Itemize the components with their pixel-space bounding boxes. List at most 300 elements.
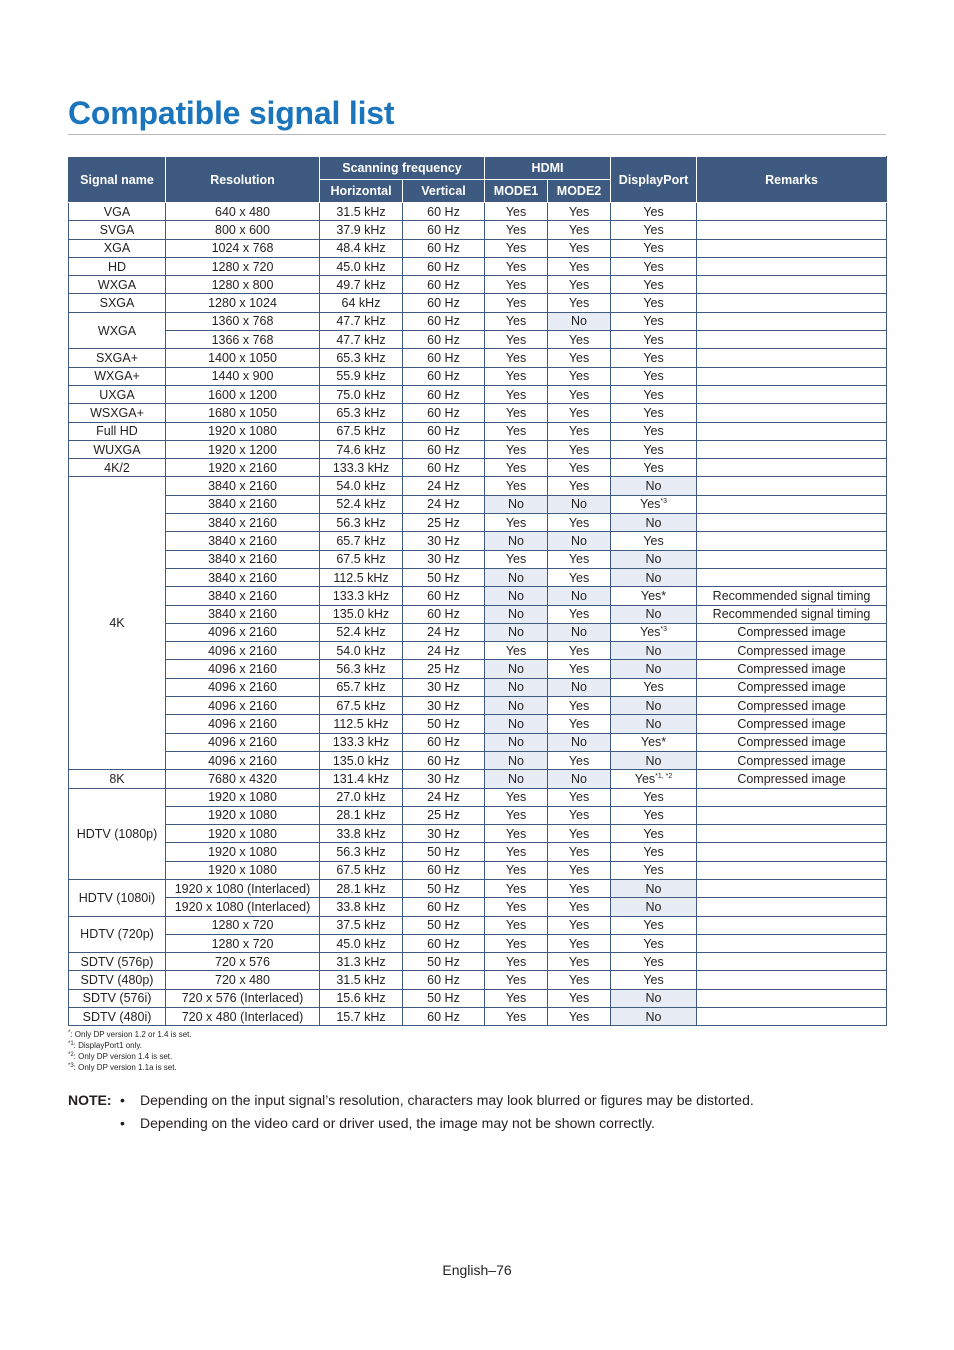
displayport-cell: Yes — [611, 276, 697, 294]
remarks-cell — [697, 477, 887, 495]
resolution-cell: 3840 x 2160 — [166, 550, 320, 568]
table-row — [69, 989, 887, 1007]
horizontal-freq-cell: 33.8 kHz — [320, 825, 403, 843]
signal-name-cell: WUXGA — [69, 440, 166, 458]
vertical-freq-cell: 30 Hz — [403, 825, 485, 843]
displayport-cell: Yes — [611, 953, 697, 971]
displayport-cell: Yes — [611, 257, 697, 275]
resolution-cell: 1280 x 800 — [166, 276, 320, 294]
table-row — [69, 770, 887, 788]
vertical-freq-cell: 60 Hz — [403, 971, 485, 989]
remarks-cell — [697, 825, 887, 843]
vertical-freq-cell: 60 Hz — [403, 331, 485, 349]
signal-name-cell: HDTV (1080p) — [69, 788, 166, 879]
horizontal-freq-cell: 28.1 kHz — [320, 806, 403, 824]
displayport-cell: No — [611, 514, 697, 532]
table-row — [69, 276, 887, 294]
hdmi-mode2-cell: Yes — [548, 898, 611, 916]
table-row — [69, 532, 887, 550]
hdmi-mode1-cell: Yes — [485, 422, 548, 440]
table-row — [69, 843, 887, 861]
vertical-freq-cell: 50 Hz — [403, 843, 485, 861]
horizontal-freq-cell: 54.0 kHz — [320, 642, 403, 660]
signal-name-cell: WXGA — [69, 312, 166, 349]
vertical-freq-cell: 24 Hz — [403, 642, 485, 660]
hdmi-mode2-cell: Yes — [548, 568, 611, 586]
page-number: English–76 — [442, 1262, 512, 1278]
footnote-ref: *3 — [660, 498, 668, 506]
vertical-freq-cell: 60 Hz — [403, 404, 485, 422]
displayport-cell: No — [611, 605, 697, 623]
hdmi-mode1-cell: Yes — [485, 989, 548, 1007]
vertical-freq-cell: 24 Hz — [403, 623, 485, 641]
table-row — [69, 715, 887, 733]
vertical-freq-cell: 60 Hz — [403, 459, 485, 477]
horizontal-freq-cell: 45.0 kHz — [320, 934, 403, 952]
hdmi-mode2-cell: Yes — [548, 953, 611, 971]
horizontal-freq-cell: 65.3 kHz — [320, 404, 403, 422]
displayport-cell: No — [611, 568, 697, 586]
displayport-cell: No — [611, 1008, 697, 1026]
horizontal-freq-cell: 37.9 kHz — [320, 221, 403, 239]
resolution-cell: 4096 x 2160 — [166, 733, 320, 751]
hdmi-mode1-cell: No — [485, 623, 548, 641]
displayport-cell: Yes — [611, 385, 697, 403]
remarks-cell — [697, 788, 887, 806]
vertical-freq-cell: 30 Hz — [403, 678, 485, 696]
horizontal-freq-cell: 54.0 kHz — [320, 477, 403, 495]
displayport-cell: No — [611, 642, 697, 660]
hdmi-mode2-cell: Yes — [548, 934, 611, 952]
displayport-cell — [611, 770, 697, 788]
hdmi-mode1-cell: No — [485, 605, 548, 623]
vertical-freq-cell: 24 Hz — [403, 495, 485, 513]
remarks-cell — [697, 422, 887, 440]
hdmi-mode1-cell: Yes — [485, 843, 548, 861]
header-resolution: Resolution — [166, 157, 320, 203]
header-scanning-frequency: Scanning frequency — [320, 157, 485, 180]
resolution-cell: 1680 x 1050 — [166, 404, 320, 422]
footnote-text: : Only DP version 1.2 or 1.4 is set. — [70, 1030, 192, 1039]
horizontal-freq-cell: 27.0 kHz — [320, 788, 403, 806]
horizontal-freq-cell: 45.0 kHz — [320, 257, 403, 275]
header-signal-name: Signal name — [69, 157, 166, 203]
hdmi-mode1-cell: Yes — [485, 312, 548, 330]
table-row — [69, 459, 887, 477]
horizontal-freq-cell: 15.6 kHz — [320, 989, 403, 1007]
hdmi-mode1-cell: Yes — [485, 788, 548, 806]
remarks-cell — [697, 495, 887, 513]
hdmi-mode1-cell: No — [485, 751, 548, 769]
hdmi-mode1-cell: Yes — [485, 825, 548, 843]
hdmi-mode2-cell: Yes — [548, 221, 611, 239]
hdmi-mode1-cell: Yes — [485, 294, 548, 312]
hdmi-mode1-cell: No — [485, 587, 548, 605]
horizontal-freq-cell: 31.3 kHz — [320, 953, 403, 971]
horizontal-freq-cell: 15.7 kHz — [320, 1008, 403, 1026]
displayport-cell: Yes — [611, 312, 697, 330]
vertical-freq-cell: 60 Hz — [403, 1008, 485, 1026]
remarks-cell — [697, 806, 887, 824]
vertical-freq-cell: 60 Hz — [403, 587, 485, 605]
signal-name-cell: 4K/2 — [69, 459, 166, 477]
hdmi-mode1-cell: Yes — [485, 806, 548, 824]
vertical-freq-cell: 30 Hz — [403, 697, 485, 715]
table-row — [69, 697, 887, 715]
remarks-cell: Compressed image — [697, 623, 887, 641]
remarks-cell — [697, 861, 887, 879]
hdmi-mode1-cell: Yes — [485, 916, 548, 934]
hdmi-mode2-cell: Yes — [548, 879, 611, 897]
remarks-cell — [697, 916, 887, 934]
hdmi-mode2-cell: Yes — [548, 459, 611, 477]
hdmi-mode1-cell: Yes — [485, 331, 548, 349]
displayport-cell: Yes — [611, 331, 697, 349]
resolution-cell: 1440 x 900 — [166, 367, 320, 385]
displayport-cell — [611, 623, 697, 641]
signal-name-cell: 8K — [69, 770, 166, 788]
hdmi-mode2-cell: Yes — [548, 605, 611, 623]
vertical-freq-cell: 60 Hz — [403, 221, 485, 239]
horizontal-freq-cell: 52.4 kHz — [320, 495, 403, 513]
vertical-freq-cell: 24 Hz — [403, 788, 485, 806]
hdmi-mode2-cell: Yes — [548, 751, 611, 769]
resolution-cell: 4096 x 2160 — [166, 660, 320, 678]
table-row — [69, 623, 887, 641]
hdmi-mode2-cell: Yes — [548, 257, 611, 275]
remarks-cell: Compressed image — [697, 715, 887, 733]
resolution-cell: 720 x 480 — [166, 971, 320, 989]
displayport-cell: No — [611, 477, 697, 495]
table-row — [69, 312, 887, 330]
remarks-cell — [697, 367, 887, 385]
displayport-cell: Yes — [611, 404, 697, 422]
hdmi-mode2-cell: Yes — [548, 276, 611, 294]
vertical-freq-cell: 60 Hz — [403, 440, 485, 458]
remarks-cell — [697, 239, 887, 257]
vertical-freq-cell: 50 Hz — [403, 916, 485, 934]
signal-name-cell: SXGA — [69, 294, 166, 312]
resolution-cell: 1400 x 1050 — [166, 349, 320, 367]
resolution-cell: 4096 x 2160 — [166, 623, 320, 641]
header-horizontal: Horizontal — [320, 180, 403, 203]
signal-name-cell: SDTV (576p) — [69, 953, 166, 971]
hdmi-mode1-cell: Yes — [485, 257, 548, 275]
displayport-cell: No — [611, 715, 697, 733]
resolution-cell: 4096 x 2160 — [166, 715, 320, 733]
hdmi-mode1-cell: Yes — [485, 203, 548, 221]
table-row — [69, 660, 887, 678]
signal-name-cell: HDTV (720p) — [69, 916, 166, 953]
signal-name-cell: UXGA — [69, 385, 166, 403]
resolution-cell: 800 x 600 — [166, 221, 320, 239]
horizontal-freq-cell: 67.5 kHz — [320, 422, 403, 440]
hdmi-mode1-cell: Yes — [485, 934, 548, 952]
note-bullet: • — [120, 1115, 125, 1131]
resolution-cell: 4096 x 2160 — [166, 678, 320, 696]
resolution-cell: 720 x 480 (Interlaced) — [166, 1008, 320, 1026]
resolution-cell: 3840 x 2160 — [166, 477, 320, 495]
hdmi-mode2-cell: Yes — [548, 239, 611, 257]
table-row — [69, 806, 887, 824]
remarks-cell: Compressed image — [697, 642, 887, 660]
compatible-signal-table — [68, 156, 887, 1026]
hdmi-mode1-cell: Yes — [485, 459, 548, 477]
hdmi-mode2-cell: Yes — [548, 843, 611, 861]
resolution-cell: 1280 x 720 — [166, 257, 320, 275]
header-vertical: Vertical — [403, 180, 485, 203]
resolution-cell: 3840 x 2160 — [166, 587, 320, 605]
hdmi-mode1-cell: Yes — [485, 971, 548, 989]
header-mode1: MODE1 — [485, 180, 548, 203]
horizontal-freq-cell: 133.3 kHz — [320, 459, 403, 477]
horizontal-freq-cell: 112.5 kHz — [320, 568, 403, 586]
horizontal-freq-cell: 31.5 kHz — [320, 203, 403, 221]
vertical-freq-cell: 50 Hz — [403, 715, 485, 733]
signal-name-cell: Full HD — [69, 422, 166, 440]
footnote — [68, 1040, 192, 1051]
hdmi-mode1-cell: Yes — [485, 1008, 548, 1026]
table-row — [69, 349, 887, 367]
remarks-cell: Compressed image — [697, 697, 887, 715]
horizontal-freq-cell: 65.7 kHz — [320, 678, 403, 696]
hdmi-mode1-cell: Yes — [485, 879, 548, 897]
note-item: Depending on the input signal’s resolution, characters may look blurred or figures may be distorted. — [140, 1092, 754, 1108]
horizontal-freq-cell: 31.5 kHz — [320, 971, 403, 989]
displayport-cell: Yes — [611, 825, 697, 843]
resolution-cell: 3840 x 2160 — [166, 495, 320, 513]
vertical-freq-cell: 25 Hz — [403, 806, 485, 824]
vertical-freq-cell: 60 Hz — [403, 733, 485, 751]
page-title: Compatible signal list — [68, 95, 395, 131]
displayport-value: Yes — [640, 497, 661, 512]
displayport-cell: Yes — [611, 532, 697, 550]
resolution-cell: 1920 x 1200 — [166, 440, 320, 458]
displayport-cell — [611, 495, 697, 513]
hdmi-mode2-cell: Yes — [548, 422, 611, 440]
horizontal-freq-cell: 55.9 kHz — [320, 367, 403, 385]
vertical-freq-cell: 30 Hz — [403, 532, 485, 550]
table-row — [69, 934, 887, 952]
table-row — [69, 440, 887, 458]
resolution-cell: 1920 x 1080 (Interlaced) — [166, 898, 320, 916]
hdmi-mode1-cell: No — [485, 733, 548, 751]
displayport-value: Yes — [640, 625, 661, 640]
horizontal-freq-cell: 131.4 kHz — [320, 770, 403, 788]
table-row — [69, 879, 887, 897]
remarks-cell — [697, 1008, 887, 1026]
vertical-freq-cell: 60 Hz — [403, 367, 485, 385]
hdmi-mode2-cell: No — [548, 532, 611, 550]
vertical-freq-cell: 60 Hz — [403, 257, 485, 275]
hdmi-mode2-cell: Yes — [548, 861, 611, 879]
vertical-freq-cell: 25 Hz — [403, 514, 485, 532]
signal-name-cell: SDTV (576i) — [69, 989, 166, 1007]
hdmi-mode2-cell: Yes — [548, 349, 611, 367]
table-row — [69, 733, 887, 751]
vertical-freq-cell: 50 Hz — [403, 953, 485, 971]
signal-name-cell: HD — [69, 257, 166, 275]
remarks-cell — [697, 971, 887, 989]
table-row — [69, 971, 887, 989]
table-row — [69, 385, 887, 403]
resolution-cell: 1920 x 1080 — [166, 843, 320, 861]
remarks-cell — [697, 276, 887, 294]
vertical-freq-cell: 60 Hz — [403, 861, 485, 879]
horizontal-freq-cell: 67.5 kHz — [320, 697, 403, 715]
displayport-cell: Yes — [611, 861, 697, 879]
hdmi-mode1-cell: Yes — [485, 239, 548, 257]
horizontal-freq-cell: 75.0 kHz — [320, 385, 403, 403]
resolution-cell: 1920 x 1080 — [166, 861, 320, 879]
horizontal-freq-cell: 47.7 kHz — [320, 331, 403, 349]
remarks-cell — [697, 550, 887, 568]
hdmi-mode2-cell: Yes — [548, 1008, 611, 1026]
note-bullet: • — [120, 1092, 125, 1108]
signal-name-cell: WSXGA+ — [69, 404, 166, 422]
hdmi-mode2-cell: Yes — [548, 404, 611, 422]
displayport-cell: Yes — [611, 806, 697, 824]
signal-name-cell: SXGA+ — [69, 349, 166, 367]
table-row — [69, 550, 887, 568]
horizontal-freq-cell: 47.7 kHz — [320, 312, 403, 330]
table-row — [69, 257, 887, 275]
remarks-cell — [697, 404, 887, 422]
remarks-cell — [697, 221, 887, 239]
horizontal-freq-cell: 37.5 kHz — [320, 916, 403, 934]
table-row — [69, 514, 887, 532]
hdmi-mode1-cell: Yes — [485, 477, 548, 495]
signal-name-cell: XGA — [69, 239, 166, 257]
signal-name-cell: SVGA — [69, 221, 166, 239]
hdmi-mode1-cell: No — [485, 495, 548, 513]
vertical-freq-cell: 24 Hz — [403, 477, 485, 495]
vertical-freq-cell: 60 Hz — [403, 312, 485, 330]
vertical-freq-cell: 50 Hz — [403, 989, 485, 1007]
displayport-cell: Yes — [611, 239, 697, 257]
table-row — [69, 825, 887, 843]
hdmi-mode2-cell: No — [548, 733, 611, 751]
table-row — [69, 587, 887, 605]
hdmi-mode2-cell: Yes — [548, 715, 611, 733]
resolution-cell: 1366 x 768 — [166, 331, 320, 349]
hdmi-mode2-cell: No — [548, 495, 611, 513]
table-row — [69, 404, 887, 422]
hdmi-mode1-cell: Yes — [485, 642, 548, 660]
hdmi-mode1-cell: No — [485, 678, 548, 696]
displayport-cell: Yes — [611, 843, 697, 861]
horizontal-freq-cell: 135.0 kHz — [320, 605, 403, 623]
remarks-cell: Compressed image — [697, 751, 887, 769]
table-row — [69, 239, 887, 257]
resolution-cell: 1360 x 768 — [166, 312, 320, 330]
table-row — [69, 568, 887, 586]
hdmi-mode2-cell: Yes — [548, 971, 611, 989]
vertical-freq-cell: 25 Hz — [403, 660, 485, 678]
vertical-freq-cell: 30 Hz — [403, 550, 485, 568]
remarks-cell — [697, 349, 887, 367]
hdmi-mode2-cell: Yes — [548, 331, 611, 349]
displayport-cell: Yes — [611, 203, 697, 221]
header-remarks: Remarks — [697, 157, 887, 203]
footnote-mark: *1 — [68, 1041, 74, 1047]
displayport-cell: No — [611, 989, 697, 1007]
resolution-cell: 4096 x 2160 — [166, 697, 320, 715]
remarks-cell — [697, 898, 887, 916]
table-row — [69, 642, 887, 660]
hdmi-mode2-cell: Yes — [548, 550, 611, 568]
displayport-cell: Yes — [611, 934, 697, 952]
horizontal-freq-cell: 112.5 kHz — [320, 715, 403, 733]
resolution-cell: 1920 x 1080 (Interlaced) — [166, 879, 320, 897]
horizontal-freq-cell: 56.3 kHz — [320, 514, 403, 532]
remarks-cell: Compressed image — [697, 770, 887, 788]
footnote-ref: *3 — [660, 626, 668, 634]
table-row — [69, 1008, 887, 1026]
remarks-cell — [697, 989, 887, 1007]
remarks-cell: Compressed image — [697, 733, 887, 751]
hdmi-mode1-cell: Yes — [485, 440, 548, 458]
hdmi-mode2-cell: Yes — [548, 385, 611, 403]
displayport-cell: Yes* — [611, 587, 697, 605]
resolution-cell: 1280 x 1024 — [166, 294, 320, 312]
resolution-cell: 1920 x 1080 — [166, 422, 320, 440]
resolution-cell: 1280 x 720 — [166, 916, 320, 934]
signal-name-cell: WXGA — [69, 276, 166, 294]
resolution-cell: 3840 x 2160 — [166, 605, 320, 623]
hdmi-mode1-cell: Yes — [485, 861, 548, 879]
remarks-cell — [697, 953, 887, 971]
table-row — [69, 221, 887, 239]
table-row — [69, 477, 887, 495]
displayport-cell: Yes — [611, 294, 697, 312]
horizontal-freq-cell: 133.3 kHz — [320, 733, 403, 751]
resolution-cell: 1280 x 720 — [166, 934, 320, 952]
hdmi-mode2-cell: No — [548, 770, 611, 788]
table-row — [69, 788, 887, 806]
remarks-cell — [697, 934, 887, 952]
hdmi-mode2-cell: Yes — [548, 367, 611, 385]
horizontal-freq-cell: 133.3 kHz — [320, 587, 403, 605]
vertical-freq-cell: 60 Hz — [403, 294, 485, 312]
hdmi-mode2-cell: Yes — [548, 916, 611, 934]
hdmi-mode1-cell: Yes — [485, 385, 548, 403]
remarks-cell — [697, 532, 887, 550]
hdmi-mode1-cell: No — [485, 770, 548, 788]
table-row — [69, 495, 887, 513]
signal-name-cell: SDTV (480i) — [69, 1008, 166, 1026]
resolution-cell: 640 x 480 — [166, 203, 320, 221]
displayport-cell: Yes — [611, 678, 697, 696]
horizontal-freq-cell: 65.3 kHz — [320, 349, 403, 367]
displayport-cell: Yes — [611, 916, 697, 934]
remarks-cell — [697, 257, 887, 275]
resolution-cell: 3840 x 2160 — [166, 532, 320, 550]
table-row — [69, 294, 887, 312]
displayport-cell: No — [611, 898, 697, 916]
table-row — [69, 751, 887, 769]
hdmi-mode1-cell: Yes — [485, 898, 548, 916]
remarks-cell — [697, 843, 887, 861]
vertical-freq-cell: 60 Hz — [403, 385, 485, 403]
remarks-cell — [697, 514, 887, 532]
vertical-freq-cell: 60 Hz — [403, 276, 485, 294]
footnote-ref: *1, *2 — [655, 772, 673, 780]
note-item: Depending on the video card or driver used, the image may not be shown correctly. — [140, 1115, 655, 1131]
displayport-cell: Yes — [611, 788, 697, 806]
hdmi-mode1-cell: Yes — [485, 514, 548, 532]
vertical-freq-cell: 60 Hz — [403, 239, 485, 257]
